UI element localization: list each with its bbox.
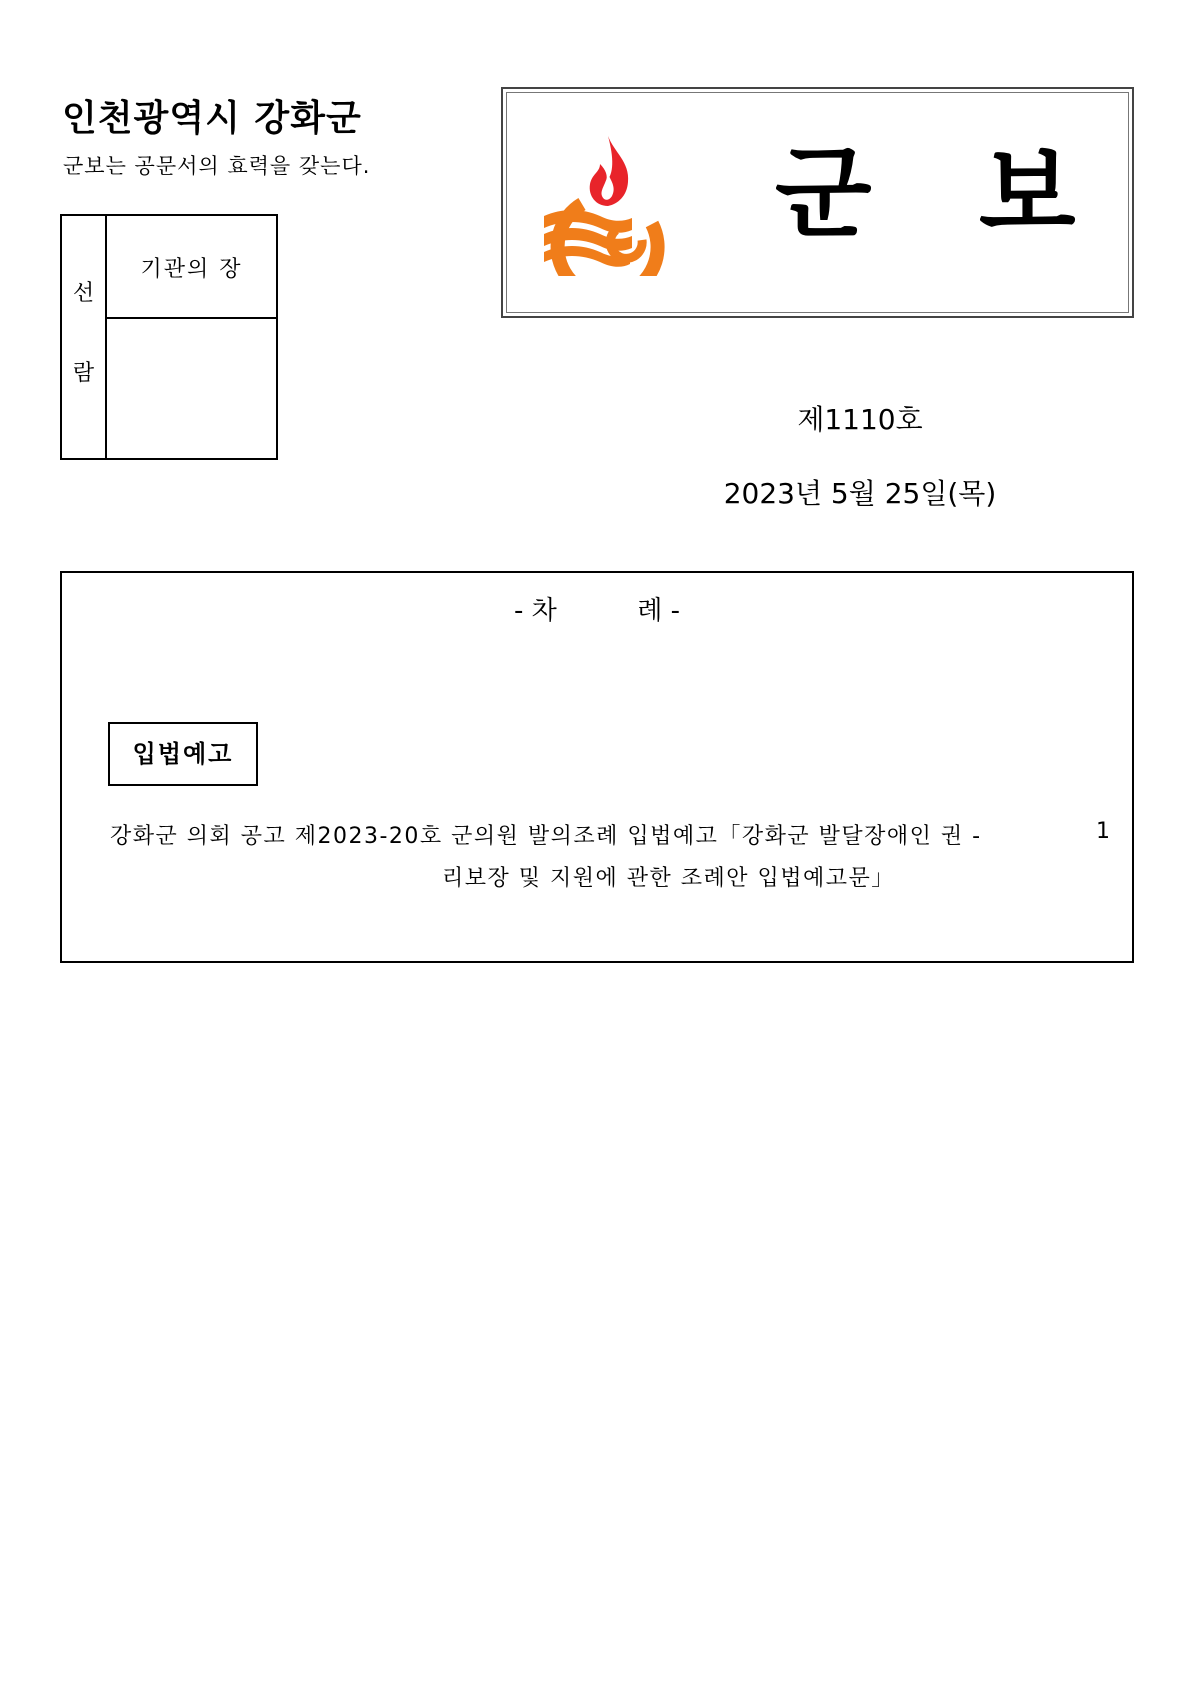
review-side-column (62, 216, 107, 458)
review-box (60, 214, 278, 460)
title-char-1: 군 (775, 135, 872, 252)
issue-number: 제1110호 (797, 403, 923, 436)
org-title: 인천광역시 강화군 (62, 98, 362, 139)
issue-date: 2023년 5월 25일(목) (723, 477, 997, 510)
review-side-char-1: 선 (72, 281, 95, 306)
title-frame (501, 87, 1134, 318)
review-side-char-2: 람 (72, 361, 95, 386)
title-char-2: 보 (979, 135, 1076, 252)
gangwha-county-emblem-icon (542, 134, 666, 276)
subtitle: 군보는 공문서의 효력을 갖는다. (63, 154, 371, 178)
section-label: 입법예고 (108, 722, 258, 786)
toc-title (62, 590, 1132, 627)
toc-entry-page: 1 (1096, 819, 1110, 844)
toc-title-left: - 차 (513, 596, 557, 626)
toc-box (60, 571, 1134, 963)
toc-entry-line2[interactable]: 리보장 및 지원에 관한 조례안 입법예고문」 (442, 866, 895, 891)
toc-title-right: 례 - (637, 596, 681, 626)
review-head-label: 기관의 장 (107, 216, 276, 319)
toc-entry-line1[interactable]: 강화군 의회 공고 제2023-20호 군의원 발의조례 입법예고「강화군 발달장애인 권 - (110, 824, 982, 849)
